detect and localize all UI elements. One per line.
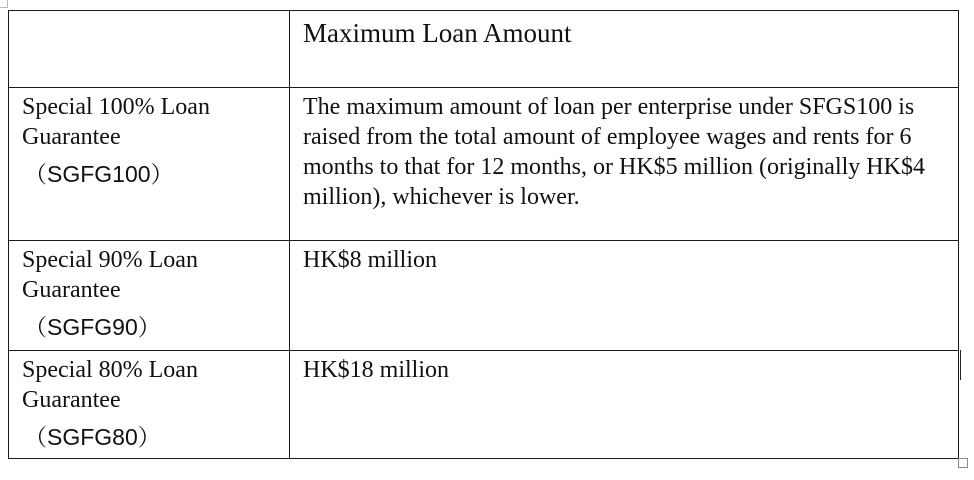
table-header-row — [9, 11, 959, 88]
scheme-code: （SGFG100） — [24, 161, 174, 187]
amount-text: HK$8 million — [303, 247, 438, 273]
scheme-name: Special 90% Loan Guarantee — [22, 247, 198, 303]
text-cursor — [960, 350, 961, 380]
table-row — [9, 351, 959, 459]
amount-cell[interactable] — [290, 88, 959, 241]
amount-cell[interactable] — [290, 351, 959, 459]
table-row — [9, 241, 959, 351]
amount-text: HK$18 million — [303, 357, 450, 383]
table-row — [9, 88, 959, 241]
loan-guarantee-table — [8, 10, 959, 459]
scheme-cell[interactable] — [9, 241, 290, 351]
scheme-code: （SGFG90） — [24, 314, 161, 340]
scheme-name: Special 80% Loan Guarantee — [22, 357, 198, 413]
scheme-cell[interactable] — [9, 351, 290, 459]
amount-text: The maximum amount of loan per enterprise under SFGS100 is raised from the total amount of employee wages and rents for 6 months to that for 12 months, or HK$5 million (originally HK$4 million), whichever is lower. — [303, 94, 925, 210]
header-col1-text — [9, 11, 289, 18]
amount-cell[interactable] — [290, 241, 959, 351]
page-corner-mark — [0, 0, 8, 8]
table-resize-handle[interactable] — [958, 458, 968, 468]
scheme-code: （SGFG80） — [24, 424, 161, 450]
scheme-name: Special 100% Loan Guarantee — [22, 94, 210, 150]
header-col2-text: Maximum Loan Amount — [303, 18, 572, 48]
header-cell-max-loan[interactable] — [290, 11, 959, 88]
header-cell-empty[interactable] — [9, 11, 290, 88]
scheme-cell[interactable] — [9, 88, 290, 241]
